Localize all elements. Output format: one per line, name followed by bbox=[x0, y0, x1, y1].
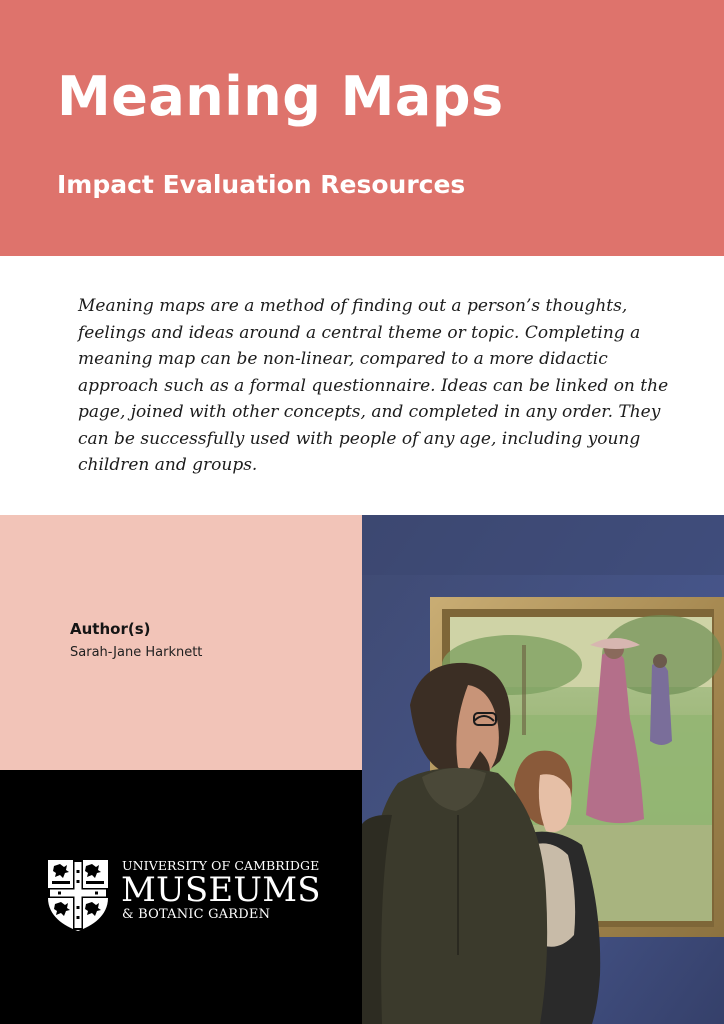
logo-university-text: UNIVERSITY OF CAMBRIDGE bbox=[122, 858, 320, 873]
university-crest-icon bbox=[46, 858, 110, 932]
header-banner bbox=[0, 0, 724, 256]
logo-panel bbox=[0, 770, 362, 1024]
intro-paragraph: Meaning maps are a method of finding out a person’s thoughts, feelings and ideas around a central theme or topic. Completing a meaning map can be non-linear, compared to a more didactic approach such as a formal questionnaire. Ideas can be linked on the page, joined with other concepts, and completed in any order. They can be successfully used with people of any age, including young children and groups. bbox=[78, 296, 669, 475]
author-panel bbox=[0, 515, 362, 770]
page-title: Meaning Maps bbox=[57, 65, 504, 128]
author-name: Sarah-Jane Harknett bbox=[70, 645, 203, 660]
logo-museums-text: MUSEUMS bbox=[121, 870, 321, 910]
visitors-viewing-painting-photo bbox=[362, 515, 724, 1024]
logo-botanic-text: & BOTANIC GARDEN bbox=[122, 907, 271, 922]
author-heading: Author(s) bbox=[70, 620, 151, 638]
page-subtitle: Impact Evaluation Resources bbox=[57, 170, 466, 199]
